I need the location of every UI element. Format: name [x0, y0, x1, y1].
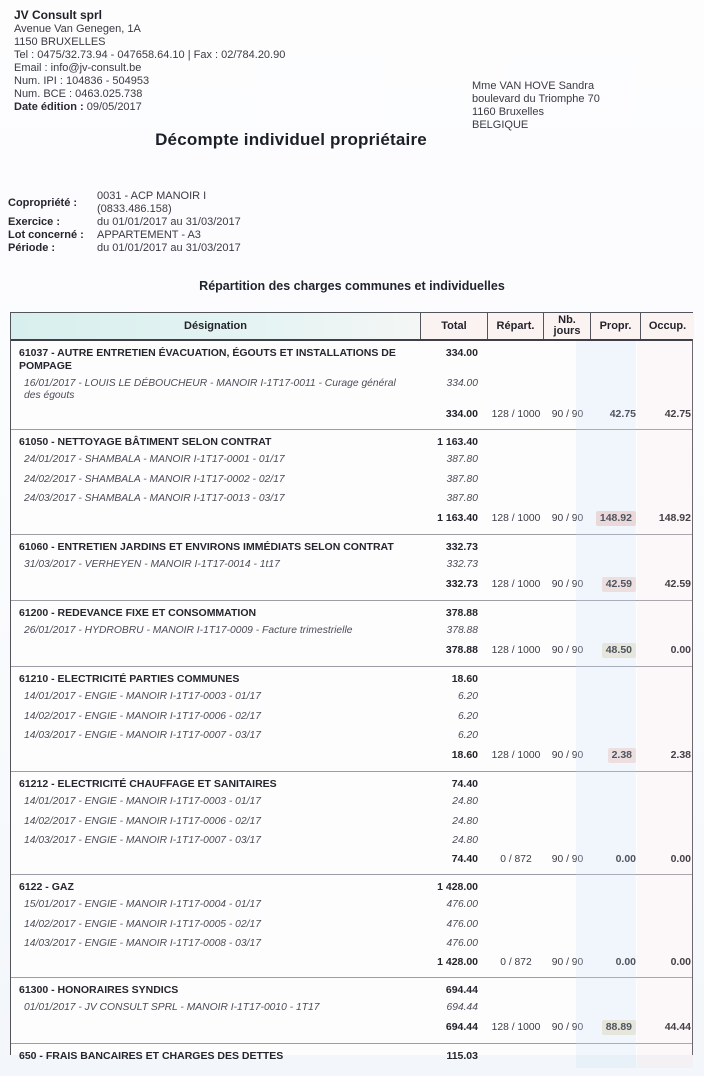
subtotal-repart: 128 / 1000 — [491, 1022, 541, 1033]
section-total: 115.03 — [446, 1050, 478, 1062]
detail-amount: 6.20 — [457, 730, 478, 741]
detail-amount: 387.80 — [446, 454, 478, 465]
section-total: 74.40 — [451, 778, 478, 790]
section-title-row — [11, 877, 692, 896]
detail-label: 14/03/2017 - ENGIE - MANOIR I-1T17-0007 - 03/17 — [24, 835, 261, 846]
detail-row — [11, 812, 692, 832]
detail-label: 14/01/2017 - ENGIE - MANOIR I-1T17-0003 - 01/17 — [24, 796, 261, 807]
lot-value: APPARTEMENT - A3 — [97, 229, 201, 241]
exercise-label: Exercice : — [8, 216, 60, 228]
detail-label: 01/01/2017 - JV CONSULT SPRL - MANOIR I-1T17-0010 - 1T17 — [24, 1002, 320, 1013]
subtotal-total: 74.40 — [451, 853, 478, 865]
subtotal-total: 18.60 — [451, 749, 478, 761]
recipient-city: 1160 Bruxelles — [472, 106, 544, 118]
sender-name: JV Consult sprl — [14, 8, 103, 22]
subtotal-propr: 42.75 — [609, 408, 636, 420]
detail-amount: 476.00 — [446, 918, 478, 930]
sender-email: Email : info@jv-consult.be — [14, 62, 142, 74]
detail-row — [11, 556, 692, 576]
sender-city: 1150 BRUXELLES — [14, 36, 106, 48]
subtotal-jours: 90 / 90 — [551, 579, 584, 590]
detail-row — [11, 490, 692, 510]
section-total: 1 428.00 — [437, 881, 478, 893]
subtotal-propr — [591, 1020, 641, 1035]
subtotal-repart: 128 / 1000 — [491, 579, 541, 590]
subtotal-occup: 44.44 — [664, 1021, 691, 1033]
header-occup: Occup. — [641, 313, 694, 339]
subtotal-propr: 0.00 — [615, 853, 636, 865]
subtotal-jours: 90 / 90 — [551, 409, 584, 420]
detail-label: 24/02/2017 - SHAMBALA - MANOIR I-1T17-0002 - 02/17 — [24, 473, 285, 485]
coownership-value — [97, 190, 241, 216]
detail-label: 31/03/2017 - VERHEYEN - MANOIR I-1T17-0014 - 1t17 — [24, 559, 280, 570]
subtotal-total: 1 163.40 — [437, 512, 478, 524]
table-section-61200 — [11, 601, 692, 667]
subtotal-row — [11, 641, 692, 663]
section-title-row — [11, 537, 692, 556]
table-caption: Répartition des charges communes et individuelles — [199, 279, 505, 293]
edition-date-line — [14, 101, 285, 114]
detail-label: 14/03/2017 - ENGIE - MANOIR I-1T17-0007 - 03/17 — [24, 730, 261, 741]
section-total: 332.73 — [445, 541, 478, 553]
section-total: 1 163.40 — [437, 436, 478, 448]
table-header-row — [11, 313, 692, 341]
highlighted-value: 48.50 — [602, 643, 636, 658]
detail-row — [11, 451, 692, 471]
detail-label: 14/01/2017 - ENGIE - MANOIR I-1T17-0003 - 01/17 — [24, 691, 261, 702]
subtotal-row — [11, 1018, 692, 1040]
subtotal-total: 1 428.00 — [437, 956, 478, 968]
detail-amount: 476.00 — [446, 899, 478, 910]
subtotal-jours: 90 / 90 — [551, 854, 584, 865]
subtotal-occup: 42.75 — [664, 408, 691, 420]
table-section-61300 — [11, 978, 692, 1044]
subtotal-row — [11, 954, 692, 974]
highlighted-value: 42.59 — [602, 577, 636, 592]
detail-amount: 476.00 — [446, 938, 478, 949]
table-section-61212 — [11, 772, 692, 875]
detail-amount: 694.44 — [446, 1002, 478, 1013]
recipient-name: Mme VAN HOVE Sandra — [472, 80, 595, 92]
subtotal-propr — [591, 511, 641, 526]
detail-amount: 6.20 — [457, 691, 478, 702]
edition-date-value: 09/05/2017 — [86, 101, 142, 113]
subtotal-jours: 90 / 90 — [551, 750, 584, 761]
detail-label: 14/02/2017 - ENGIE - MANOIR I-1T17-0006 - 02/17 — [24, 710, 261, 722]
section-title-row — [11, 669, 692, 688]
subtotal-repart: 128 / 1000 — [491, 513, 541, 524]
subtotal-row — [11, 575, 692, 597]
detail-row — [11, 915, 692, 935]
subtotal-jours: 90 / 90 — [551, 957, 584, 968]
detail-amount: 387.80 — [446, 473, 478, 485]
detail-row — [11, 727, 692, 747]
subtotal-propr — [591, 748, 641, 763]
subtotal-occup: 0.00 — [670, 853, 691, 865]
coownership-value-line1: 0031 - ACP MANOIR I — [97, 190, 207, 202]
detail-label: 24/01/2017 - SHAMBALA - MANOIR I-1T17-0001 - 01/17 — [24, 454, 285, 465]
subtotal-repart: 0 / 872 — [500, 854, 532, 865]
detail-amount: 24.80 — [452, 796, 478, 807]
subtotal-row — [11, 406, 692, 426]
detail-row — [11, 470, 692, 490]
section-title-row — [11, 432, 692, 451]
subtotal-occup: 0.00 — [670, 956, 691, 968]
recipient-block — [472, 80, 600, 132]
sender-bce: Num. BCE : 0463.025.738 — [14, 88, 143, 100]
detail-amount: 332.73 — [446, 559, 478, 570]
detail-amount: 387.80 — [446, 493, 478, 504]
section-title: 61300 - HONORAIRES SYNDICS — [19, 984, 179, 996]
detail-row — [11, 832, 692, 852]
subtotal-jours: 90 / 90 — [551, 1022, 584, 1033]
detail-amount: 24.80 — [452, 835, 478, 846]
detail-amount: 378.88 — [446, 625, 478, 636]
detail-label: 14/03/2017 - ENGIE - MANOIR I-1T17-0008 - 03/17 — [24, 938, 261, 949]
subtotal-total: 378.88 — [445, 644, 478, 656]
subtotal-repart: 0 / 872 — [500, 957, 532, 968]
subtotal-total: 332.73 — [445, 578, 478, 590]
subtotal-jours: 90 / 90 — [551, 645, 584, 656]
table-section-650 — [11, 1044, 692, 1068]
detail-amount: 334.00 — [446, 377, 478, 389]
recipient-country: BELGIQUE — [472, 119, 529, 131]
page-title: Décompte individuel propriétaire — [155, 130, 427, 149]
section-total: 334.00 — [445, 347, 478, 359]
highlighted-value: 2.38 — [608, 748, 636, 763]
subtotal-row — [11, 746, 692, 768]
section-total: 694.44 — [445, 984, 478, 996]
detail-row — [11, 688, 692, 708]
header-nb-jours: Nb. jours — [544, 313, 591, 339]
section-title: 6122 - GAZ — [19, 881, 74, 893]
detail-row — [11, 935, 692, 955]
detail-label: 26/01/2017 - HYDROBRU - MANOIR I-1T17-0009 - Facture trimestrielle — [24, 625, 353, 636]
section-title-row — [11, 603, 692, 622]
coownership-label: Copropriété : — [8, 196, 78, 209]
recipient-street: boulevard du Triomphe 70 — [472, 93, 600, 105]
detail-amount: 6.20 — [457, 710, 478, 722]
charges-table — [10, 312, 693, 1062]
subtotal-jours: 90 / 90 — [551, 513, 584, 524]
highlighted-value: 148.92 — [596, 511, 636, 526]
subtotal-occup: 0.00 — [670, 644, 691, 656]
lot-label: Lot concerné : — [8, 229, 84, 241]
section-total: 378.88 — [445, 607, 478, 619]
section-total: 18.60 — [451, 673, 478, 685]
subtotal-total: 694.44 — [445, 1021, 478, 1033]
section-title-row — [11, 1046, 692, 1065]
table-body — [11, 341, 692, 1068]
header-designation: Désignation — [11, 313, 421, 339]
table-section-61050 — [11, 430, 692, 535]
detail-row — [11, 374, 692, 406]
property-info-block — [8, 190, 241, 255]
subtotal-repart: 128 / 1000 — [491, 645, 541, 656]
table-section-61037 — [11, 341, 692, 430]
coownership-value-line2: (0833.486.158) — [97, 203, 172, 215]
table-section-61060 — [11, 535, 692, 601]
section-title: 61060 - ENTRETIEN JARDINS ET ENVIRONS IMMÉDIATS SELON CONTRAT — [19, 541, 394, 553]
sender-ipi: Num. IPI : 104836 - 504953 — [14, 75, 150, 87]
detail-row — [11, 707, 692, 727]
detail-row — [11, 999, 692, 1019]
detail-label: 14/02/2017 - ENGIE - MANOIR I-1T17-0005 - 02/17 — [24, 918, 261, 930]
section-title: 61050 - NETTOYAGE BÂTIMENT SELON CONTRAT — [19, 436, 272, 448]
detail-label: 15/01/2017 - ENGIE - MANOIR I-1T17-0004 - 01/17 — [24, 899, 261, 910]
subtotal-repart: 128 / 1000 — [491, 409, 541, 420]
detail-amount: 24.80 — [452, 815, 478, 827]
subtotal-row — [11, 509, 692, 531]
detail-row — [11, 793, 692, 813]
header-propr: Propr. — [591, 313, 641, 339]
header-repart: Répart. — [488, 313, 544, 339]
sender-tel: Tel : 0475/32.73.94 - 047658.64.10 | Fax : 02/784.20.90 — [14, 49, 286, 61]
header-total: Total — [421, 313, 488, 339]
edition-date-label: Date édition : — [14, 101, 84, 113]
table-section-6122 — [11, 875, 692, 978]
sender-block — [14, 9, 285, 114]
subtotal-occup: 2.38 — [670, 749, 691, 761]
subtotal-repart: 128 / 1000 — [491, 750, 541, 761]
highlighted-value: 88.89 — [602, 1020, 636, 1035]
subtotal-row — [11, 851, 692, 871]
subtotal-propr — [591, 643, 641, 658]
subtotal-total: 334.00 — [445, 408, 478, 420]
subtotal-propr: 0.00 — [615, 956, 636, 968]
section-title-row — [11, 980, 692, 999]
period-value: du 01/01/2017 au 31/03/2017 — [97, 242, 241, 254]
section-title-row — [11, 343, 692, 374]
section-title: 650 - FRAIS BANCAIRES ET CHARGES DES DETTES — [19, 1050, 284, 1062]
detail-label: 24/03/2017 - SHAMBALA - MANOIR I-1T17-0013 - 03/17 — [24, 493, 285, 504]
subtotal-propr — [591, 577, 641, 592]
section-title: 61210 - ELECTRICITÉ PARTIES COMMUNES — [19, 673, 240, 685]
sender-address: Avenue Van Genegen, 1A — [14, 23, 141, 35]
section-title: 61200 - REDEVANCE FIXE ET CONSOMMATION — [19, 607, 257, 619]
subtotal-occup: 148.92 — [658, 512, 691, 524]
table-section-61210 — [11, 667, 692, 772]
section-title: 61212 - ELECTRICITÉ CHAUFFAGE ET SANITAIRES — [19, 778, 277, 790]
period-label: Période : — [8, 242, 56, 254]
detail-row — [11, 622, 692, 642]
section-title-row — [11, 774, 692, 793]
exercise-value: du 01/01/2017 au 31/03/2017 — [97, 216, 241, 228]
detail-label: 14/02/2017 - ENGIE - MANOIR I-1T17-0006 - 02/17 — [24, 815, 261, 827]
section-title: 61037 - AUTRE ENTRETIEN ÉVACUATION, ÉGOUTS ET INSTALLATIONS DE POMPAGE — [19, 347, 396, 372]
detail-label: 16/01/2017 - LOUIS LE DÉBOUCHEUR - MANOIR I-1T17-0011 - Curage général des égouts — [24, 377, 396, 401]
subtotal-occup: 42.59 — [664, 578, 691, 590]
detail-row — [11, 896, 692, 916]
